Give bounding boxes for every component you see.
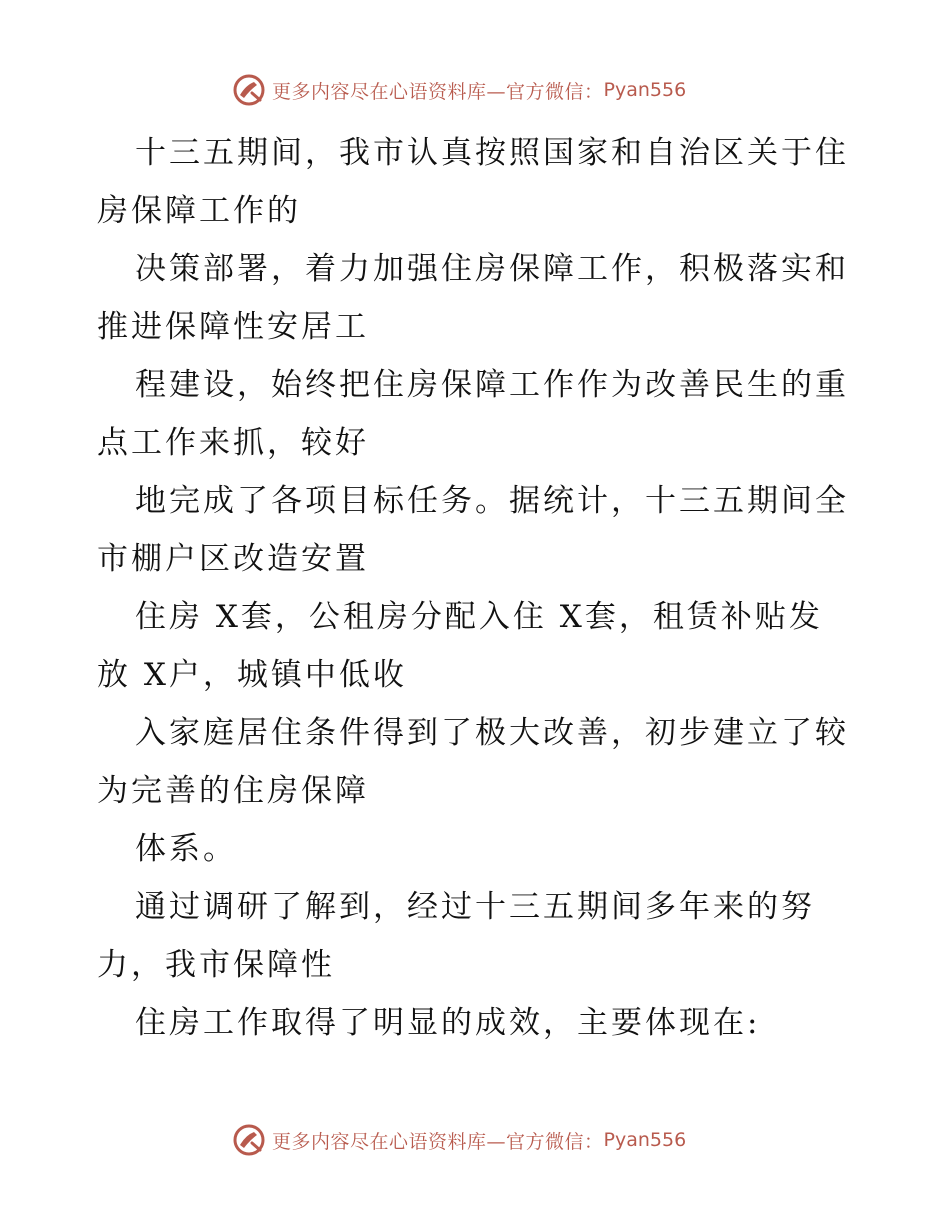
text-line: 程建设，始终把住房保障工作作为改善民生的重 (135, 367, 849, 403)
text-line: 十三五期间，我市认真按照国家和自治区关于住 (135, 135, 849, 171)
banner-account: Pyan556 (603, 79, 687, 101)
hand-pen-logo-icon (232, 73, 266, 107)
text-line: 推进保障性安居工 (97, 309, 369, 345)
text-line: 房保障工作的 (97, 193, 301, 229)
text-line: 放 X户，城镇中低收 (97, 657, 407, 693)
text-line: 决策部署，着力加强住房保障工作，积极落实和 (135, 251, 849, 287)
banner-text: 更多内容尽在心语资料库—官方微信： (272, 1130, 604, 1153)
hand-pen-logo-icon (232, 1123, 266, 1157)
text-line: 体系。 (135, 831, 237, 867)
text-line: 市棚户区改造安置 (97, 541, 369, 577)
text-line: 通过调研了解到，经过十三五期间多年来的努 (135, 889, 815, 925)
text-line: 力，我市保障性 (97, 947, 335, 983)
text-line: 住房工作取得了明显的成效，主要体现在: (135, 1005, 761, 1041)
text-line: 点工作来抓，较好 (97, 425, 369, 461)
header-banner (0, 70, 950, 110)
text-line: 地完成了各项目标任务。据统计，十三五期间全 (135, 483, 849, 519)
banner-text: 更多内容尽在心语资料库—官方微信： (272, 80, 604, 103)
text-line: 为完善的住房保障 (97, 773, 369, 809)
document-body (97, 124, 857, 1052)
text-line: 住房 X套，公租房分配入住 X套，租赁补贴发 (135, 599, 823, 635)
banner-account: Pyan556 (603, 1129, 687, 1151)
footer-banner (0, 1120, 950, 1160)
text-line: 入家庭居住条件得到了极大改善，初步建立了较 (135, 715, 849, 751)
